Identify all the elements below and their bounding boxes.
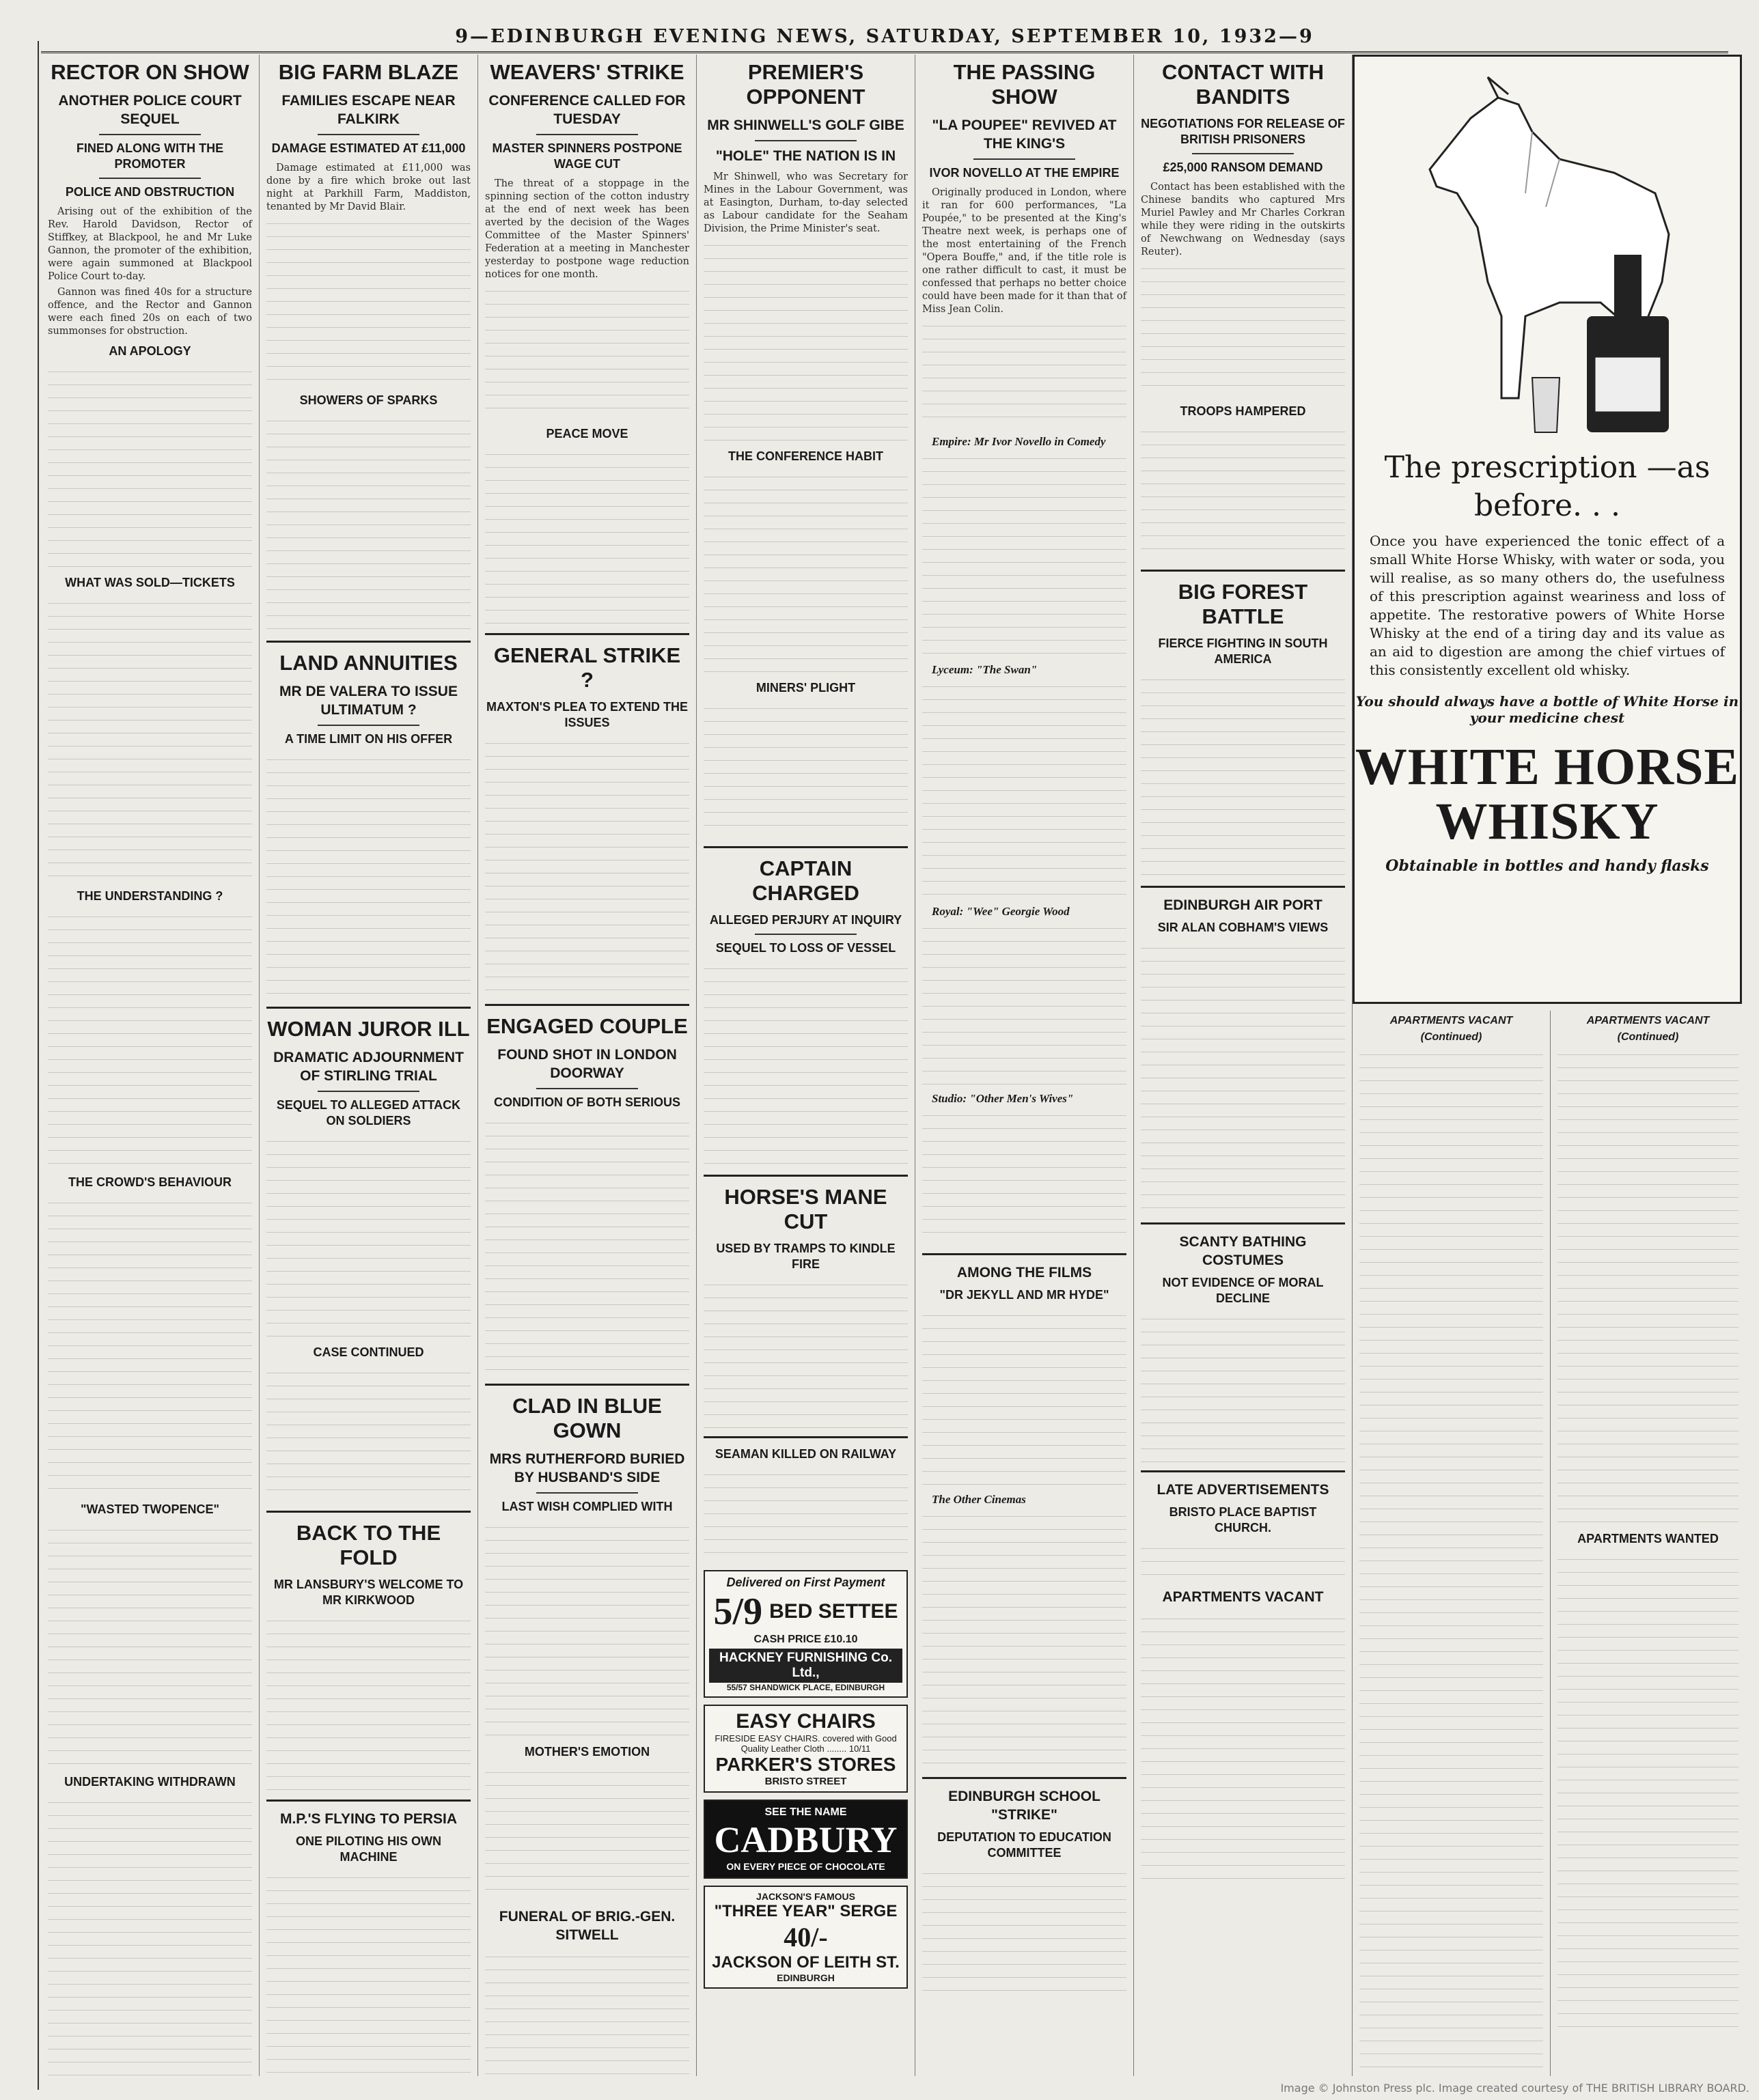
ad-bed-settee: Delivered on First Payment 5/9 BED SETTEE CASH PRICE £10.10 HACKNEY FURNISHING Co. Ltd., 55/57 SHANDWICK PLACE, EDINBURGH bbox=[704, 1570, 908, 1698]
column-5 bbox=[915, 55, 1134, 2076]
subhead-cobham: SIR ALAN COBHAM'S VIEWS bbox=[1157, 921, 1329, 934]
left-edge-strip bbox=[0, 41, 39, 2090]
classified-heading: APARTMENTS VACANT bbox=[1389, 1015, 1513, 1026]
section-head: THE CROWD'S BEHAVIOUR bbox=[68, 1175, 232, 1189]
subhead-condition: CONDITION OF BOTH SERIOUS bbox=[493, 1095, 680, 1109]
section-head: WHAT WAS SOLD—TICKETS bbox=[65, 576, 235, 589]
whisky-logo: WHITE HORSE WHISKY bbox=[1355, 738, 1740, 850]
subhead-obstruction: POLICE AND OBSTRUCTION bbox=[65, 185, 235, 199]
article-text: Gannon was fined 40s for a structure offence, and the Rector and Gannon were each fined 20s on each of two summonses for obstruction. bbox=[48, 287, 252, 337]
section-head: THE UNDERSTANDING ? bbox=[77, 889, 223, 903]
apartments-wanted-heading: APARTMENTS WANTED bbox=[1577, 1532, 1719, 1545]
article-text: Contact has been established with the Chinese bandits who captured Mrs Muriel Pawley and Mr Charles Corkran while they were riding in the outskirts of Newchwang on Wednesday (says Reuter). bbox=[1141, 182, 1345, 257]
image-credit: Image © Johnston Press plc. Image created courtesy of THE BRITISH LIBRARY BOARD. bbox=[1280, 2082, 1749, 2095]
subhead-piloting: ONE PILOTING HIS OWN MACHINE bbox=[295, 1834, 441, 1864]
headline-farm-blaze: BIG FARM BLAZE bbox=[278, 60, 459, 84]
headline-forest-battle: BIG FOREST BATTLE bbox=[1178, 580, 1308, 628]
subhead-jekyll: "DR JEKYLL AND MR HYDE" bbox=[939, 1288, 1109, 1302]
whisky-headline: The prescription —as before. . . bbox=[1384, 450, 1710, 523]
subhead-stirling-trial: DRAMATIC ADJOURNMENT OF STIRLING TRIAL bbox=[273, 1050, 464, 1084]
ad-easy-chairs: EASY CHAIRS FIRESIDE EASY CHAIRS. covered with Good Quality Leather Cloth ........ 10/11 PARKER'S STORES BRISTO STREET bbox=[704, 1705, 908, 1793]
headline-rector: RECTOR ON SHOW bbox=[51, 60, 249, 84]
subhead-perjury: ALLEGED PERJURY AT INQUIRY bbox=[709, 913, 902, 927]
subhead-novello: IVOR NOVELLO AT THE EMPIRE bbox=[929, 166, 1120, 180]
section-head: UNDERTAKING WITHDRAWN bbox=[64, 1775, 236, 1789]
headline-blue-gown: CLAD IN BLUE GOWN bbox=[512, 1394, 662, 1442]
late-ad-baptist: BRISTO PLACE BAPTIST CHURCH. bbox=[1169, 1505, 1317, 1535]
subhead-la-poupee: "LA POUPEE" REVIVED AT THE KING'S bbox=[932, 117, 1117, 152]
subhead-maxton: MAXTON'S PLEA TO EXTEND THE ISSUES bbox=[486, 700, 688, 729]
subhead-moral: NOT EVIDENCE OF MORAL DECLINE bbox=[1162, 1276, 1324, 1305]
headline-apartments: APARTMENTS VACANT bbox=[1162, 1589, 1324, 1605]
classified-heading: APARTMENTS VACANT bbox=[1586, 1015, 1710, 1026]
column-3 bbox=[478, 55, 697, 2076]
headline-horses-mane: HORSE'S MANE CUT bbox=[724, 1185, 887, 1233]
headline-premiers-opponent: PREMIER'S OPPONENT bbox=[746, 60, 865, 109]
subhead-deputation: DEPUTATION TO EDUCATION COMMITTEE bbox=[937, 1830, 1111, 1860]
subhead-police-court: ANOTHER POLICE COURT SEQUEL bbox=[58, 93, 242, 127]
subhead-wage-cut: MASTER SPINNERS POSTPONE WAGE CUT bbox=[492, 141, 682, 171]
subhead-south-america: FIERCE FIGHTING IN SOUTH AMERICA bbox=[1158, 636, 1328, 666]
section-head: Studio: "Other Men's Wives" bbox=[932, 1092, 1074, 1105]
headline-passing-show: THE PASSING SHOW bbox=[953, 60, 1096, 109]
classified-right bbox=[1551, 1011, 1745, 2076]
whisky-tagline: You should always have a bottle of White Horse in your medicine chest bbox=[1355, 693, 1739, 726]
section-head: "WASTED TWOPENCE" bbox=[80, 1502, 220, 1516]
article-text: The threat of a stoppage in the spinning section of the cotton industry at the end of next week has been averted by the decision of the Wages Committee of the Master Spinners' Federation at a meeting in Manchester yesterday to postpone wage reduction notices for one month. bbox=[485, 178, 689, 280]
article-text: Arising out of the exhibition of the Rev. Harold Davidson, Rector of Stiffkey, at Blackpool, he and Mr Luke Gannon, the promoter of the exhibition, were again summoned at Blackpool Police Court to-day. bbox=[48, 206, 252, 282]
section-head: TROOPS HAMPERED bbox=[1180, 404, 1306, 418]
subhead-hole: "HOLE" THE NATION IS IN bbox=[715, 148, 896, 164]
subhead-golf-gibe: MR SHINWELL'S GOLF GIBE bbox=[707, 117, 904, 133]
headline-bandits: CONTACT WITH BANDITS bbox=[1161, 60, 1325, 109]
ad-white-horse-whisky bbox=[1353, 55, 1742, 1004]
column-2 bbox=[260, 55, 478, 2076]
section-head: MOTHER'S EMOTION bbox=[524, 1745, 650, 1759]
column-1 bbox=[41, 55, 260, 2076]
headline-bathing: SCANTY BATHING COSTUMES bbox=[1179, 1234, 1307, 1268]
section-head: THE CONFERENCE HABIT bbox=[728, 449, 883, 463]
classified-continued: (Continued) bbox=[1617, 1031, 1679, 1043]
section-head: AN APOLOGY bbox=[109, 344, 191, 358]
section-head: PEACE MOVE bbox=[546, 427, 628, 440]
subhead-vessel: SEQUEL TO LOSS OF VESSEL bbox=[715, 941, 896, 955]
whisky-body: Once you have experienced the tonic effect of a small White Horse Whisky, with water or soda, you will realise, as so many others do, the usefulness of this prescription against weariness and loss of appetite. The restorative powers of White Horse Whisky at the end of a tiring day and its value as an aid to digestion are among the chief virtues of this consistently excellent old whisky. bbox=[1370, 533, 1725, 678]
ad-jacksons-serge: JACKSON'S FAMOUS "THREE YEAR" SERGE 40/- JACKSON OF LEITH ST. EDINBURGH bbox=[704, 1886, 908, 1989]
headline-seaman: SEAMAN KILLED ON RAILWAY bbox=[715, 1447, 897, 1461]
glass-icon bbox=[1532, 378, 1560, 432]
section-head: CASE CONTINUED bbox=[313, 1345, 424, 1359]
headline-funeral: FUNERAL OF BRIG.-GEN. SITWELL bbox=[499, 1909, 676, 1943]
subhead-damage: DAMAGE ESTIMATED AT £11,000 bbox=[271, 141, 466, 155]
horse-illustration bbox=[1355, 57, 1737, 439]
headline-engaged-couple: ENGAGED COUPLE bbox=[486, 1014, 688, 1038]
section-head: SHOWERS OF SPARKS bbox=[299, 393, 438, 407]
column-6 bbox=[1134, 55, 1353, 2076]
headline-captain-charged: CAPTAIN CHARGED bbox=[752, 856, 859, 905]
ad-cadbury: SEE THE NAME CADBURY ON EVERY PIECE OF CHOCOLATE bbox=[704, 1800, 908, 1879]
masthead: 9—EDINBURGH EVENING NEWS, SATURDAY, SEPTEMBER 10, 1932—9 bbox=[41, 26, 1728, 53]
headline-air-port: EDINBURGH AIR PORT bbox=[1163, 897, 1322, 913]
section-head: Lyceum: "The Swan" bbox=[932, 663, 1038, 676]
headline-woman-juror: WOMAN JUROR ILL bbox=[267, 1017, 470, 1041]
subhead-ransom: £25,000 RANSOM DEMAND bbox=[1163, 160, 1323, 174]
subhead-tramps: USED BY TRAMPS TO KINDLE FIRE bbox=[716, 1242, 896, 1271]
headline-late-ads: LATE ADVERTISEMENTS bbox=[1156, 1482, 1329, 1498]
section-head: MINERS' PLIGHT bbox=[756, 681, 856, 695]
subhead-lansbury: MR LANSBURY'S WELCOME TO MR KIRKWOOD bbox=[273, 1578, 464, 1607]
headline-general-strike: GENERAL STRIKE ? bbox=[493, 643, 681, 692]
headline-weavers-strike: WEAVERS' STRIKE bbox=[490, 60, 684, 84]
subhead-negotiations: NEGOTIATIONS FOR RELEASE OF BRITISH PRISONERS bbox=[1141, 117, 1345, 146]
subhead-families: FAMILIES ESCAPE NEAR FALKIRK bbox=[281, 93, 456, 127]
subhead-rutherford: MRS RUTHERFORD BURIED BY HUSBAND'S SIDE bbox=[489, 1451, 685, 1485]
section-head: The Other Cinemas bbox=[932, 1493, 1026, 1506]
subhead-fined: FINED ALONG WITH THE PROMOTER bbox=[76, 141, 224, 171]
subhead-time-limit: A TIME LIMIT ON HIS OFFER bbox=[284, 732, 453, 746]
headline-school-strike: EDINBURGH SCHOOL "STRIKE" bbox=[948, 1789, 1100, 1823]
headline-persia: M.P.'S FLYING TO PERSIA bbox=[279, 1811, 457, 1827]
article-text: Damage estimated at £11,000 was done by a fire which broke out last night at Parkhill Farm, Maddiston, tenanted by Mr David Blair. bbox=[266, 163, 471, 212]
subhead-soldiers: SEQUEL TO ALLEGED ATTACK ON SOLDIERS bbox=[276, 1098, 461, 1128]
classified-left bbox=[1353, 1011, 1551, 2076]
column-4 bbox=[697, 55, 915, 2076]
article-text: Originally produced in London, where it ran for 600 performances, "La Poupée," to be presented at the King's Theatre next week, is perhaps one of the most entertaining of the French "Opera Bouffe," and, if the title role is one rather difficult to cast, it must be confessed that perhaps no better choice could have been made for it than that of Miss Jean Colin. bbox=[922, 187, 1126, 315]
section-head: Royal: "Wee" Georgie Wood bbox=[932, 905, 1070, 918]
subhead-last-wish: LAST WISH COMPLIED WITH bbox=[501, 1500, 673, 1513]
headline-back-to-fold: BACK TO THE FOLD bbox=[296, 1521, 441, 1569]
section-head: Empire: Mr Ivor Novello in Comedy bbox=[932, 435, 1106, 448]
article-text: Mr Shinwell, who was Secretary for Mines in the Labour Government, was at Easington, Durham, to-day selected as Labour candidate for the Seaham Division, the Prime Minister's seat. bbox=[704, 171, 908, 234]
whisky-subline: Obtainable in bottles and handy flasks bbox=[1385, 857, 1709, 875]
subhead-de-valera: MR DE VALERA TO ISSUE ULTIMATUM ? bbox=[279, 684, 458, 718]
subhead-found-shot: FOUND SHOT IN LONDON DOORWAY bbox=[497, 1047, 677, 1081]
headline-films: AMONG THE FILMS bbox=[956, 1265, 1092, 1280]
classified-continued: (Continued) bbox=[1420, 1031, 1482, 1043]
headline-land-annuities: LAND ANNUITIES bbox=[279, 651, 458, 675]
subhead-conference: CONFERENCE CALLED FOR TUESDAY bbox=[488, 93, 686, 127]
